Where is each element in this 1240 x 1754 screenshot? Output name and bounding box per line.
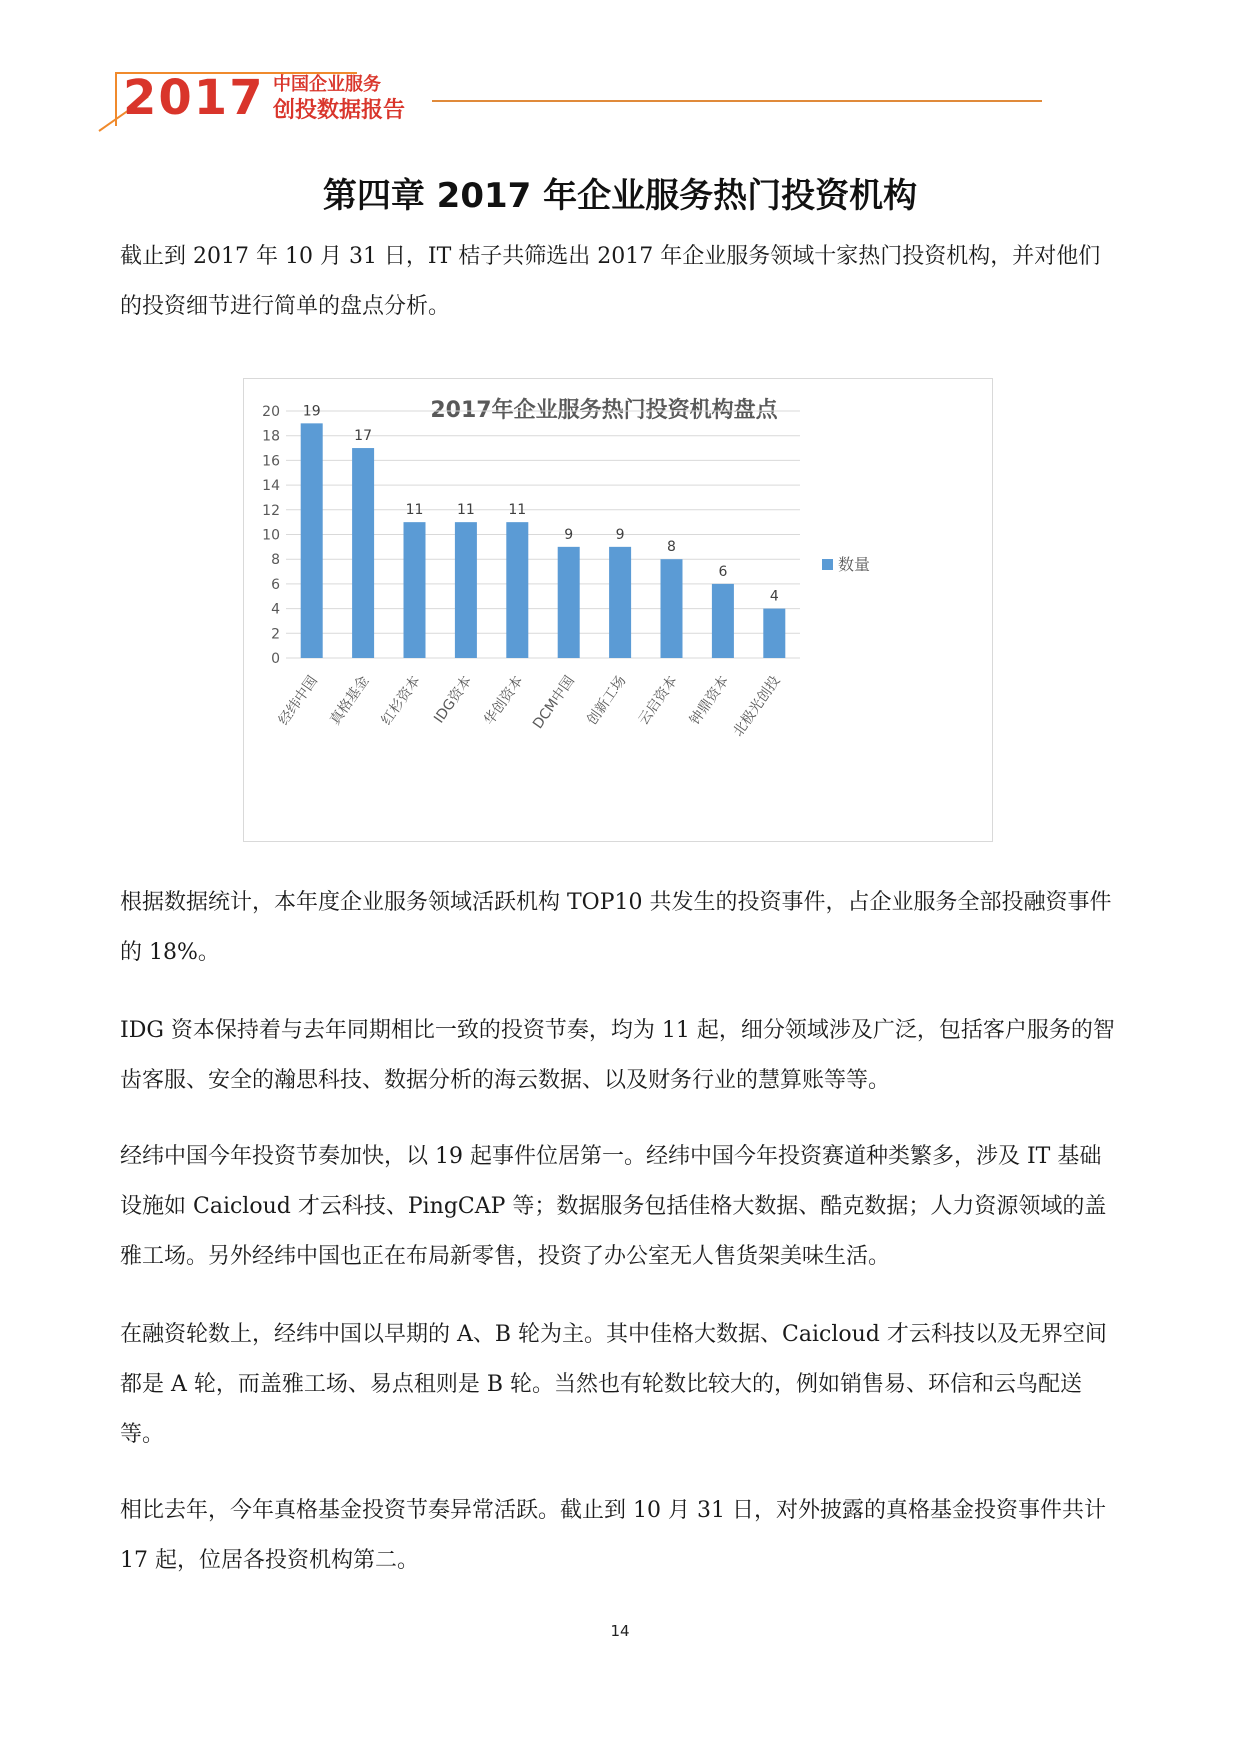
- page-header: [0, 0, 1240, 150]
- logo-subtitle-line2: 创投数据报告: [273, 98, 406, 123]
- bar-6: [558, 547, 580, 658]
- y-tick-label: 16: [262, 453, 280, 470]
- data-label-5: 11: [508, 502, 527, 519]
- investor-bar-chart: [243, 378, 993, 842]
- y-tick-label: 12: [262, 502, 280, 519]
- bar-2: [352, 448, 374, 658]
- y-tick-label: 6: [271, 576, 280, 593]
- y-tick-label: 14: [262, 478, 280, 495]
- report-logo: [105, 68, 435, 138]
- paragraph-top10-share: 根据数据统计，本年度企业服务领域活跃机构 TOP10 共发生的投资事件，占企业服务全部投融资事件的 18%。: [120, 890, 1112, 965]
- data-label-7: 9: [615, 526, 625, 543]
- data-labels: [303, 403, 779, 604]
- data-label-8: 8: [667, 539, 676, 556]
- page-number: 14: [610, 1622, 630, 1640]
- x-tick-label-3: 红杉资本: [378, 673, 424, 729]
- y-axis-ticks: [262, 404, 280, 667]
- bar-4: [455, 522, 477, 658]
- y-tick-label: 0: [271, 651, 280, 667]
- data-label-10: 4: [769, 588, 779, 605]
- data-label-6: 9: [564, 526, 574, 543]
- chart-bars: [301, 423, 786, 658]
- data-label-4: 11: [456, 502, 475, 519]
- paragraph-zhenfund: 相比去年，今年真格基金投资节奏异常活跃。截止到 10 月 31 日，对外披露的真格基金投资事件共计 17 起，位居各投资机构第二。: [120, 1498, 1106, 1573]
- legend-label: 数量: [838, 555, 871, 574]
- data-label-9: 6: [718, 563, 728, 580]
- y-tick-label: 2: [271, 626, 280, 643]
- bar-5: [506, 522, 528, 658]
- x-tick-label-2: 真格基金: [327, 673, 373, 729]
- y-tick-label: 4: [271, 601, 280, 618]
- data-label-3: 11: [405, 502, 424, 519]
- header-divider: [432, 100, 1042, 102]
- x-tick-label-9: 钟鼎资本: [686, 673, 733, 729]
- x-tick-label-5: 华创资本: [481, 673, 527, 729]
- logo-subtitle-line1: 中国企业服务: [273, 74, 381, 95]
- chart-svg: [244, 379, 992, 841]
- x-axis-ticks: [275, 673, 784, 740]
- bar-8: [661, 559, 683, 658]
- x-tick-label-4: IDG资本: [431, 673, 476, 727]
- intro-paragraph: 截止到 2017 年 10 月 31 日，IT 桔子共筛选出 2017 年企业服务领域十家热门投资机构，并对他们的投资细节进行简单的盘点分析。: [120, 244, 1101, 319]
- paragraph-matrix-china: 经纬中国今年投资节奏加快，以 19 起事件位居第一。经纬中国今年投资赛道种类繁多，涉及 IT 基础设施如 Caicloud 才云科技、PingCAP 等；数据服务包括佳格大数据、酷克数据；人力资源领域的盖雅工场。另外经纬中国也正在布局新零售，投资了办公室无人售货架美味生活。: [120, 1144, 1107, 1269]
- bar-9: [712, 584, 734, 658]
- chapter-title: 第四章 2017 年企业服务热门投资机构: [322, 176, 918, 216]
- paragraph-idg: IDG 资本保持着与去年同期相比一致的投资节奏，均为 11 起，细分领域涉及广泛，包括客户服务的智齿客服、安全的瀚思科技、数据分析的海云数据、以及财务行业的慧算账等等。: [120, 1018, 1115, 1093]
- x-tick-label-8: 云启资本: [635, 673, 681, 729]
- bar-3: [404, 522, 426, 658]
- y-tick-label: 20: [262, 404, 280, 420]
- x-tick-label-6: DCM中国: [530, 673, 578, 732]
- x-tick-label-10: 北极光创投: [730, 673, 784, 740]
- logo-year: 2017: [123, 70, 265, 126]
- x-tick-label-7: 创新工场: [584, 673, 630, 729]
- bar-10: [763, 609, 785, 658]
- x-tick-label-1: 经纬中国: [275, 673, 321, 729]
- chart-legend: [822, 555, 870, 574]
- data-label-1: 19: [302, 403, 321, 420]
- chart-title: 2017年企业服务热门投资机构盘点: [430, 398, 778, 423]
- y-tick-label: 8: [271, 552, 280, 569]
- y-tick-label: 10: [262, 527, 280, 544]
- legend-swatch: [822, 559, 833, 570]
- bar-7: [609, 547, 631, 658]
- bar-1: [301, 423, 323, 658]
- paragraph-funding-rounds: 在融资轮数上，经纬中国以早期的 A、B 轮为主。其中佳格大数据、Caicloud 才云科技以及无界空间都是 A 轮，而盖雅工场、易点租则是 B 轮。当然也有轮数比较大的，例如销售易、环信和云鸟配送等。: [120, 1322, 1107, 1447]
- data-label-2: 17: [354, 428, 373, 445]
- y-tick-label: 18: [262, 428, 280, 445]
